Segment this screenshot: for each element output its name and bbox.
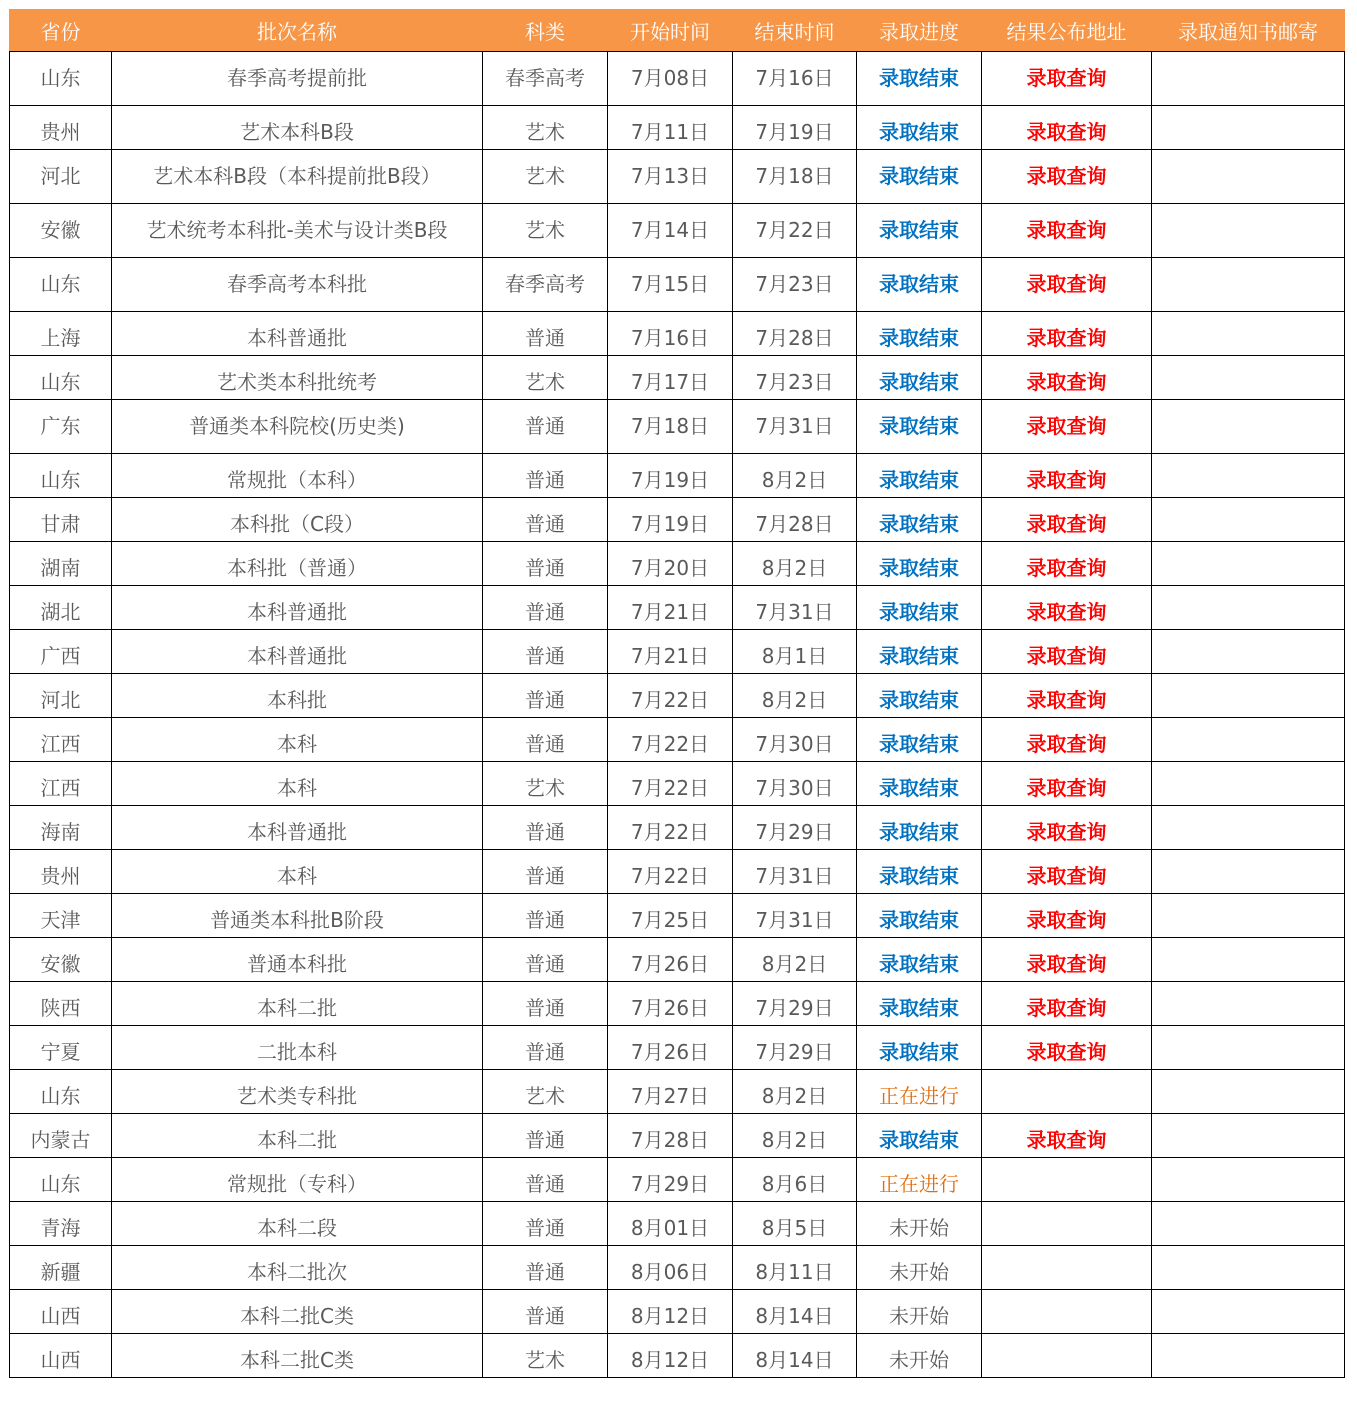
notice-mailing-cell	[1152, 762, 1345, 806]
category-cell: 春季高考	[483, 52, 608, 106]
progress-cell: 未开始	[857, 1202, 982, 1246]
table-row	[10, 542, 1345, 586]
start-time-cell: 7月26日	[608, 1026, 733, 1070]
category-cell: 艺术	[483, 150, 608, 204]
province-cell: 山东	[10, 52, 112, 106]
progress-cell: 录取结束	[857, 400, 982, 454]
admission-query-link[interactable]: 录取查询	[1026, 732, 1107, 756]
end-time-cell: 8月11日	[733, 1246, 857, 1290]
table-row	[10, 150, 1345, 204]
start-time-cell: 8月12日	[608, 1334, 733, 1378]
progress-cell: 正在进行	[857, 1158, 982, 1202]
province-cell: 河北	[10, 674, 112, 718]
table-row	[10, 718, 1345, 762]
result-address-cell	[982, 894, 1152, 938]
province-cell: 湖北	[10, 586, 112, 630]
start-time-cell: 7月16日	[608, 312, 733, 356]
header-end-time: 结束时间	[733, 10, 857, 52]
end-time-cell: 7月23日	[733, 258, 857, 312]
notice-mailing-cell	[1152, 1070, 1345, 1114]
province-cell: 山东	[10, 454, 112, 498]
admission-query-link[interactable]: 录取查询	[1026, 1040, 1107, 1064]
table-row	[10, 204, 1345, 258]
table-row	[10, 356, 1345, 400]
table-row	[10, 1114, 1345, 1158]
province-cell: 河北	[10, 150, 112, 204]
progress-cell: 录取结束	[857, 894, 982, 938]
table-row	[10, 982, 1345, 1026]
province-cell: 内蒙古	[10, 1114, 112, 1158]
header-start-time: 开始时间	[608, 10, 733, 52]
province-cell: 海南	[10, 806, 112, 850]
category-cell: 普通	[483, 850, 608, 894]
start-time-cell: 7月22日	[608, 806, 733, 850]
start-time-cell: 7月17日	[608, 356, 733, 400]
admission-query-link[interactable]: 录取查询	[1026, 164, 1107, 188]
progress-cell: 录取结束	[857, 1114, 982, 1158]
end-time-cell: 7月30日	[733, 718, 857, 762]
end-time-cell: 8月2日	[733, 542, 857, 586]
province-cell: 山东	[10, 258, 112, 312]
table-row	[10, 1026, 1345, 1070]
batch-name-cell: 春季高考本科批	[112, 258, 483, 312]
progress-cell: 录取结束	[857, 850, 982, 894]
start-time-cell: 7月11日	[608, 106, 733, 150]
start-time-cell: 8月06日	[608, 1246, 733, 1290]
table-row	[10, 498, 1345, 542]
province-cell: 贵州	[10, 850, 112, 894]
start-time-cell: 7月15日	[608, 258, 733, 312]
table-row	[10, 52, 1345, 106]
notice-mailing-cell	[1152, 498, 1345, 542]
notice-mailing-cell	[1152, 1158, 1345, 1202]
start-time-cell: 7月29日	[608, 1158, 733, 1202]
province-cell: 湖南	[10, 542, 112, 586]
category-cell: 普通	[483, 312, 608, 356]
start-time-cell: 7月08日	[608, 52, 733, 106]
notice-mailing-cell	[1152, 1202, 1345, 1246]
province-cell: 陕西	[10, 982, 112, 1026]
notice-mailing-cell	[1152, 718, 1345, 762]
table-row	[10, 850, 1345, 894]
notice-mailing-cell	[1152, 400, 1345, 454]
batch-name-cell: 本科二段	[112, 1202, 483, 1246]
batch-name-cell: 艺术本科B段	[112, 106, 483, 150]
admission-query-link[interactable]: 录取查询	[1026, 688, 1107, 712]
end-time-cell: 7月31日	[733, 400, 857, 454]
result-address-cell	[982, 630, 1152, 674]
end-time-cell: 8月2日	[733, 1070, 857, 1114]
admission-query-link[interactable]: 录取查询	[1026, 120, 1107, 144]
category-cell: 普通	[483, 542, 608, 586]
notice-mailing-cell	[1152, 204, 1345, 258]
batch-name-cell: 本科	[112, 762, 483, 806]
end-time-cell: 8月1日	[733, 630, 857, 674]
table-row	[10, 762, 1345, 806]
start-time-cell: 7月25日	[608, 894, 733, 938]
end-time-cell: 8月6日	[733, 1158, 857, 1202]
category-cell: 普通	[483, 718, 608, 762]
progress-cell: 正在进行	[857, 1070, 982, 1114]
admission-query-link[interactable]: 录取查询	[1026, 644, 1107, 668]
province-cell: 青海	[10, 1202, 112, 1246]
progress-cell: 录取结束	[857, 312, 982, 356]
category-cell: 普通	[483, 1246, 608, 1290]
start-time-cell: 7月21日	[608, 630, 733, 674]
header-category: 科类	[483, 10, 608, 52]
notice-mailing-cell	[1152, 312, 1345, 356]
progress-cell: 录取结束	[857, 52, 982, 106]
result-address-cell	[982, 400, 1152, 454]
notice-mailing-cell	[1152, 1246, 1345, 1290]
province-cell: 山西	[10, 1290, 112, 1334]
batch-name-cell: 本科二批C类	[112, 1334, 483, 1378]
province-cell: 江西	[10, 718, 112, 762]
start-time-cell: 7月22日	[608, 762, 733, 806]
admission-query-link[interactable]: 录取查询	[1026, 952, 1107, 976]
start-time-cell: 8月12日	[608, 1290, 733, 1334]
batch-name-cell: 普通类本科批B阶段	[112, 894, 483, 938]
batch-name-cell: 本科普通批	[112, 806, 483, 850]
province-cell: 山东	[10, 1158, 112, 1202]
result-address-cell	[982, 982, 1152, 1026]
province-cell: 山东	[10, 1070, 112, 1114]
batch-name-cell: 本科二批	[112, 982, 483, 1026]
category-cell: 普通	[483, 498, 608, 542]
table-row	[10, 312, 1345, 356]
table-row	[10, 1202, 1345, 1246]
batch-name-cell: 本科普通批	[112, 312, 483, 356]
end-time-cell: 8月2日	[733, 1114, 857, 1158]
category-cell: 普通	[483, 674, 608, 718]
result-address-cell	[982, 106, 1152, 150]
start-time-cell: 8月01日	[608, 1202, 733, 1246]
result-address-cell	[982, 1114, 1152, 1158]
notice-mailing-cell	[1152, 150, 1345, 204]
progress-cell: 录取结束	[857, 718, 982, 762]
admission-query-link[interactable]: 录取查询	[1026, 776, 1107, 800]
notice-mailing-cell	[1152, 938, 1345, 982]
progress-cell: 录取结束	[857, 806, 982, 850]
batch-name-cell: 常规批（专科）	[112, 1158, 483, 1202]
province-cell: 宁夏	[10, 1026, 112, 1070]
progress-cell: 录取结束	[857, 938, 982, 982]
result-address-cell	[982, 938, 1152, 982]
progress-cell: 录取结束	[857, 674, 982, 718]
admission-query-link[interactable]: 录取查询	[1026, 600, 1107, 624]
result-address-cell	[982, 806, 1152, 850]
progress-cell: 录取结束	[857, 586, 982, 630]
table-row	[10, 258, 1345, 312]
notice-mailing-cell	[1152, 258, 1345, 312]
header-result-address: 结果公布地址	[982, 10, 1152, 52]
result-address-cell	[982, 1202, 1152, 1246]
batch-name-cell: 本科二批	[112, 1114, 483, 1158]
header-batch-name: 批次名称	[112, 10, 483, 52]
province-cell: 上海	[10, 312, 112, 356]
notice-mailing-cell	[1152, 52, 1345, 106]
category-cell: 普通	[483, 806, 608, 850]
batch-name-cell: 本科批（C段）	[112, 498, 483, 542]
end-time-cell: 7月23日	[733, 356, 857, 400]
province-cell: 贵州	[10, 106, 112, 150]
category-cell: 普通	[483, 894, 608, 938]
province-cell: 安徽	[10, 938, 112, 982]
header-notice-mailing: 录取通知书邮寄	[1152, 10, 1345, 52]
end-time-cell: 7月31日	[733, 586, 857, 630]
batch-name-cell: 本科二批C类	[112, 1290, 483, 1334]
result-address-cell	[982, 312, 1152, 356]
progress-cell: 录取结束	[857, 630, 982, 674]
province-cell: 天津	[10, 894, 112, 938]
table-row	[10, 1070, 1345, 1114]
end-time-cell: 7月19日	[733, 106, 857, 150]
category-cell: 艺术	[483, 1070, 608, 1114]
end-time-cell: 7月29日	[733, 1026, 857, 1070]
batch-name-cell: 普通本科批	[112, 938, 483, 982]
progress-cell: 录取结束	[857, 982, 982, 1026]
category-cell: 普通	[483, 1202, 608, 1246]
start-time-cell: 7月20日	[608, 542, 733, 586]
start-time-cell: 7月18日	[608, 400, 733, 454]
notice-mailing-cell	[1152, 982, 1345, 1026]
notice-mailing-cell	[1152, 106, 1345, 150]
admission-query-link[interactable]: 录取查询	[1026, 326, 1107, 350]
start-time-cell: 7月26日	[608, 938, 733, 982]
batch-name-cell: 春季高考提前批	[112, 52, 483, 106]
start-time-cell: 7月22日	[608, 674, 733, 718]
progress-cell: 录取结束	[857, 204, 982, 258]
progress-cell: 录取结束	[857, 258, 982, 312]
end-time-cell: 7月16日	[733, 52, 857, 106]
category-cell: 普通	[483, 400, 608, 454]
admission-query-link[interactable]: 录取查询	[1026, 908, 1107, 932]
category-cell: 普通	[483, 982, 608, 1026]
start-time-cell: 7月19日	[608, 454, 733, 498]
end-time-cell: 7月29日	[733, 806, 857, 850]
notice-mailing-cell	[1152, 542, 1345, 586]
batch-name-cell: 二批本科	[112, 1026, 483, 1070]
end-time-cell: 7月31日	[733, 850, 857, 894]
admission-query-link[interactable]: 录取查询	[1026, 272, 1107, 296]
end-time-cell: 8月2日	[733, 674, 857, 718]
admission-query-link[interactable]: 录取查询	[1026, 1128, 1107, 1152]
progress-cell: 录取结束	[857, 498, 982, 542]
progress-cell: 未开始	[857, 1290, 982, 1334]
progress-cell: 录取结束	[857, 762, 982, 806]
batch-name-cell: 艺术类本科批统考	[112, 356, 483, 400]
admission-query-link[interactable]: 录取查询	[1026, 556, 1107, 580]
end-time-cell: 7月30日	[733, 762, 857, 806]
table-row	[10, 586, 1345, 630]
table-row	[10, 1334, 1345, 1378]
admission-query-link[interactable]: 录取查询	[1026, 370, 1107, 394]
category-cell: 艺术	[483, 356, 608, 400]
admission-query-link[interactable]: 录取查询	[1026, 820, 1107, 844]
province-cell: 广东	[10, 400, 112, 454]
result-address-cell	[982, 150, 1152, 204]
notice-mailing-cell	[1152, 806, 1345, 850]
table-row	[10, 1158, 1345, 1202]
notice-mailing-cell	[1152, 630, 1345, 674]
end-time-cell: 8月2日	[733, 454, 857, 498]
start-time-cell: 7月19日	[608, 498, 733, 542]
admission-query-link[interactable]: 录取查询	[1026, 414, 1107, 438]
header-progress: 录取进度	[857, 10, 982, 52]
category-cell: 普通	[483, 1026, 608, 1070]
category-cell: 普通	[483, 1290, 608, 1334]
category-cell: 艺术	[483, 106, 608, 150]
progress-cell: 录取结束	[857, 1026, 982, 1070]
notice-mailing-cell	[1152, 356, 1345, 400]
result-address-cell	[982, 850, 1152, 894]
result-address-cell	[982, 258, 1152, 312]
batch-name-cell: 本科批（普通）	[112, 542, 483, 586]
province-cell: 广西	[10, 630, 112, 674]
table-header	[10, 10, 1345, 52]
end-time-cell: 7月31日	[733, 894, 857, 938]
table-row	[10, 938, 1345, 982]
batch-name-cell: 艺术本科B段（本科提前批B段）	[112, 150, 483, 204]
header-province: 省份	[10, 10, 112, 52]
result-address-cell	[982, 204, 1152, 258]
category-cell: 普通	[483, 630, 608, 674]
progress-cell: 未开始	[857, 1334, 982, 1378]
header-row	[10, 10, 1345, 52]
result-address-cell	[982, 542, 1152, 586]
start-time-cell: 7月26日	[608, 982, 733, 1026]
category-cell: 普通	[483, 1158, 608, 1202]
result-address-cell	[982, 762, 1152, 806]
end-time-cell: 8月5日	[733, 1202, 857, 1246]
batch-name-cell: 本科二批次	[112, 1246, 483, 1290]
progress-cell: 未开始	[857, 1246, 982, 1290]
result-address-cell	[982, 498, 1152, 542]
batch-name-cell: 本科	[112, 850, 483, 894]
result-address-cell	[982, 1026, 1152, 1070]
batch-name-cell: 本科	[112, 718, 483, 762]
progress-cell: 录取结束	[857, 454, 982, 498]
result-address-cell	[982, 1334, 1152, 1378]
batch-name-cell: 本科普通批	[112, 586, 483, 630]
province-cell: 新疆	[10, 1246, 112, 1290]
notice-mailing-cell	[1152, 1334, 1345, 1378]
progress-cell: 录取结束	[857, 356, 982, 400]
admission-query-link[interactable]: 录取查询	[1026, 996, 1107, 1020]
result-address-cell	[982, 1158, 1152, 1202]
category-cell: 普通	[483, 586, 608, 630]
batch-name-cell: 本科普通批	[112, 630, 483, 674]
admission-query-link[interactable]: 录取查询	[1026, 468, 1107, 492]
notice-mailing-cell	[1152, 894, 1345, 938]
category-cell: 普通	[483, 454, 608, 498]
category-cell: 普通	[483, 938, 608, 982]
result-address-cell	[982, 356, 1152, 400]
notice-mailing-cell	[1152, 1290, 1345, 1334]
table-row	[10, 454, 1345, 498]
table-row	[10, 674, 1345, 718]
admission-query-link[interactable]: 录取查询	[1026, 218, 1107, 242]
start-time-cell: 7月21日	[608, 586, 733, 630]
progress-cell: 录取结束	[857, 106, 982, 150]
notice-mailing-cell	[1152, 454, 1345, 498]
category-cell: 艺术	[483, 762, 608, 806]
progress-cell: 录取结束	[857, 150, 982, 204]
result-address-cell	[982, 718, 1152, 762]
start-time-cell: 7月27日	[608, 1070, 733, 1114]
table-row	[10, 1246, 1345, 1290]
start-time-cell: 7月13日	[608, 150, 733, 204]
start-time-cell: 7月22日	[608, 718, 733, 762]
notice-mailing-cell	[1152, 586, 1345, 630]
start-time-cell: 7月14日	[608, 204, 733, 258]
category-cell: 春季高考	[483, 258, 608, 312]
batch-name-cell: 艺术统考本科批-美术与设计类B段	[112, 204, 483, 258]
end-time-cell: 7月28日	[733, 312, 857, 356]
result-address-cell	[982, 454, 1152, 498]
result-address-cell	[982, 674, 1152, 718]
table-body	[10, 52, 1345, 1378]
admission-query-link[interactable]: 录取查询	[1026, 864, 1107, 888]
province-cell: 山东	[10, 356, 112, 400]
category-cell: 普通	[483, 1114, 608, 1158]
category-cell: 艺术	[483, 204, 608, 258]
province-cell: 山西	[10, 1334, 112, 1378]
notice-mailing-cell	[1152, 1026, 1345, 1070]
result-address-cell	[982, 1290, 1152, 1334]
province-cell: 安徽	[10, 204, 112, 258]
admission-schedule-table	[9, 9, 1345, 1378]
province-cell: 江西	[10, 762, 112, 806]
notice-mailing-cell	[1152, 1114, 1345, 1158]
result-address-cell	[982, 1070, 1152, 1114]
result-address-cell	[982, 586, 1152, 630]
end-time-cell: 8月2日	[733, 938, 857, 982]
end-time-cell: 8月14日	[733, 1290, 857, 1334]
admission-query-link[interactable]: 录取查询	[1026, 512, 1107, 536]
table-row	[10, 806, 1345, 850]
end-time-cell: 7月18日	[733, 150, 857, 204]
admission-query-link[interactable]: 录取查询	[1026, 66, 1107, 90]
table-row	[10, 400, 1345, 454]
result-address-cell	[982, 1246, 1152, 1290]
end-time-cell: 7月28日	[733, 498, 857, 542]
end-time-cell: 7月22日	[733, 204, 857, 258]
batch-name-cell: 艺术类专科批	[112, 1070, 483, 1114]
batch-name-cell: 本科批	[112, 674, 483, 718]
province-cell: 甘肃	[10, 498, 112, 542]
table-row	[10, 106, 1345, 150]
end-time-cell: 8月14日	[733, 1334, 857, 1378]
start-time-cell: 7月22日	[608, 850, 733, 894]
result-address-cell	[982, 52, 1152, 106]
notice-mailing-cell	[1152, 850, 1345, 894]
batch-name-cell: 普通类本科院校(历史类)	[112, 400, 483, 454]
batch-name-cell: 常规批（本科）	[112, 454, 483, 498]
category-cell: 艺术	[483, 1334, 608, 1378]
table-row	[10, 630, 1345, 674]
progress-cell: 录取结束	[857, 542, 982, 586]
start-time-cell: 7月28日	[608, 1114, 733, 1158]
notice-mailing-cell	[1152, 674, 1345, 718]
table-row	[10, 894, 1345, 938]
end-time-cell: 7月29日	[733, 982, 857, 1026]
table-row	[10, 1290, 1345, 1334]
admission-table-container	[9, 9, 1345, 1378]
